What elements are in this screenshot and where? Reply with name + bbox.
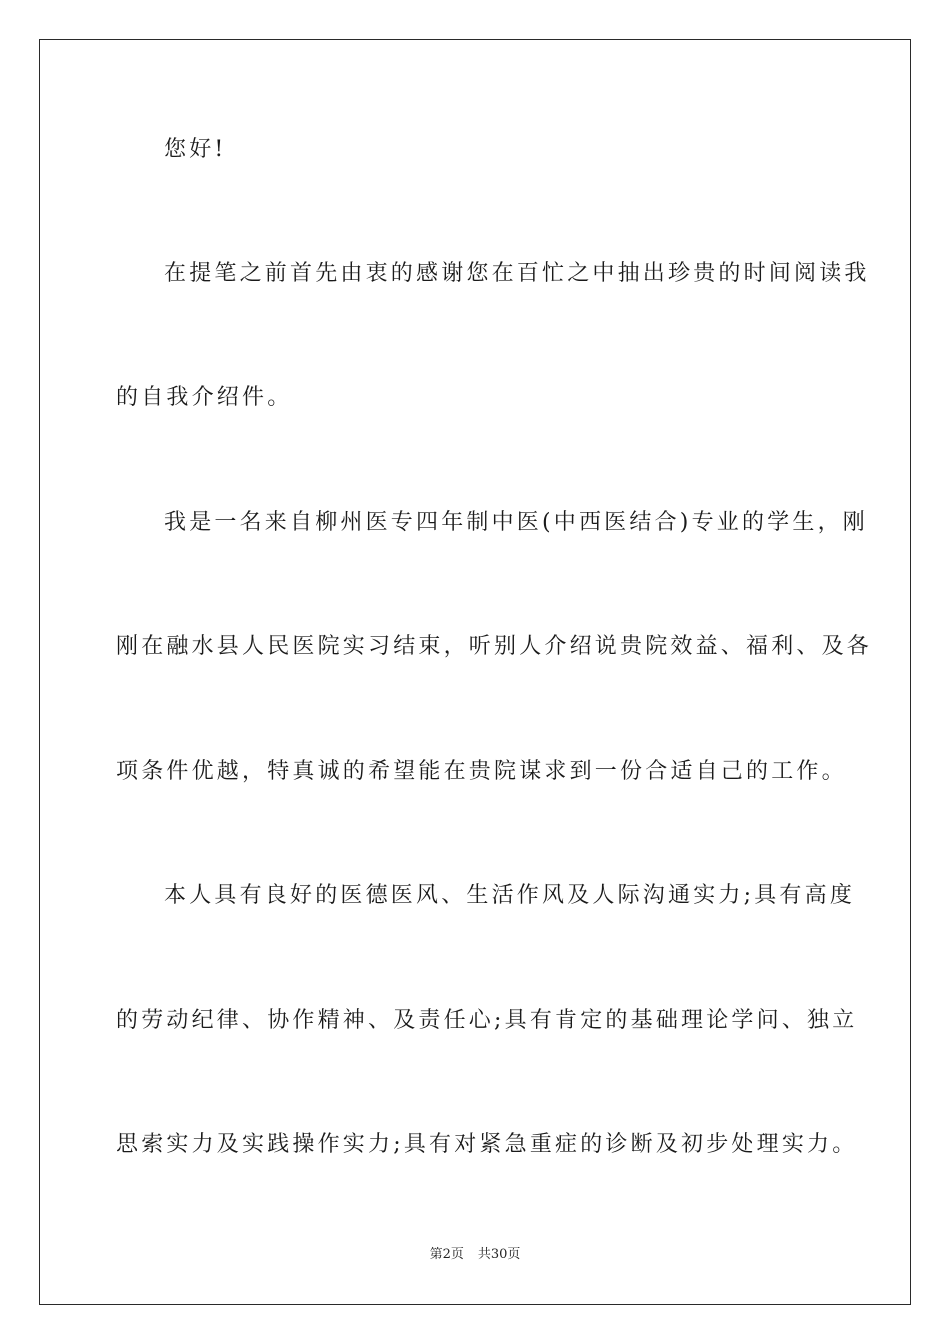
paragraph-line: 在提笔之前首先由衷的感谢您在百忙之中抽出珍贵的时间阅读我 (164, 261, 870, 286)
paragraph-line: 的自我介绍件。 (116, 385, 293, 410)
page-border (39, 39, 911, 1305)
page-number: 第2页 (429, 1247, 464, 1262)
paragraph-line: 的劳动纪律、协作精神、及责任心;具有肯定的基础理论学问、独立 (116, 1008, 858, 1033)
page-footer (0, 1246, 950, 1264)
paragraph-line: 刚在融水县人民医院实习结束，听别人介绍说贵院效益、福利、及各 (116, 634, 873, 659)
greeting-line: 您好! (164, 137, 227, 162)
paragraph-line: 我是一名来自柳州医专四年制中医(中西医结合)专业的学生，刚 (164, 510, 868, 535)
page-total: 共30页 (477, 1247, 521, 1262)
paragraph-line: 思索实力及实践操作实力;具有对紧急重症的诊断及初步处理实力。 (116, 1132, 858, 1157)
paragraph-line: 项条件优越，特真诚的希望能在贵院谋求到一份合适自己的工作。 (116, 759, 847, 784)
paragraph-line: 本人具有良好的医德医风、生活作风及人际沟通实力;具有高度 (164, 883, 856, 908)
